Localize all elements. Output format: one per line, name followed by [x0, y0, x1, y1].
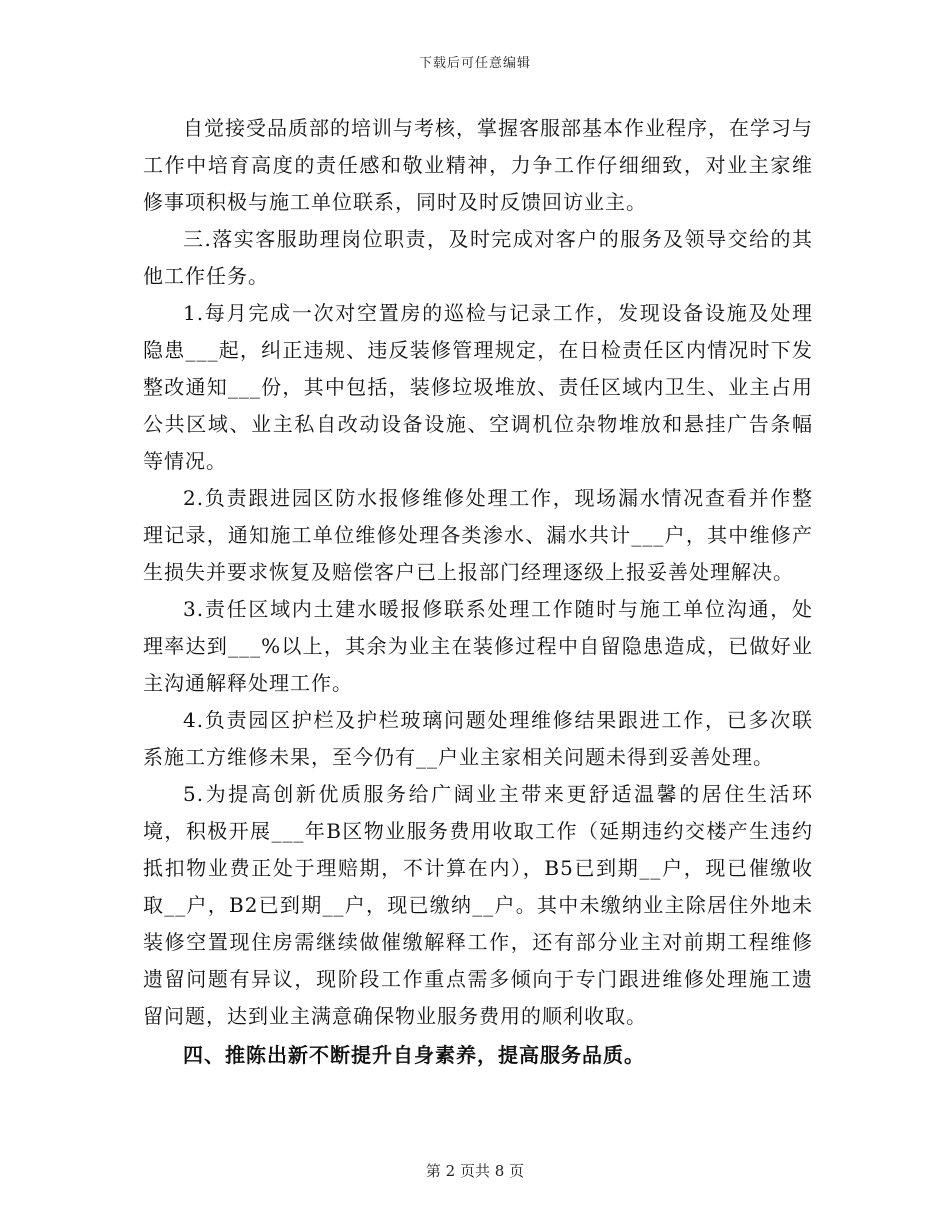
- paragraph-intro: 自觉接受品质部的培训与考核，掌握客服部基本作业程序，在学习与工作中培育高度的责任感和敬业精神，力争工作仔细细致，对业主家维修事项积极与施工单位联系，同时及时反馈回访业主。: [143, 116, 813, 214]
- paragraph-item-1: 1.每月完成一次对空置房的巡检与记录工作，发现设备设施及处理隐患___起，纠正违规、违反装修管理规定，在日检责任区内情况时下发整改通知___份，其中包括，装修垃圾堆放、责任区域内卫生、业主占用公共区域、业主私自改动设备设施、空调机位杂物堆放和悬挂广告条幅等情况。: [143, 301, 813, 473]
- paragraph-item-5: 5.为提高创新优质服务给广阔业主带来更舒适温馨的居住生活环境，积极开展___年B区物业服务费用收取工作（延期违约交楼产生违约抵扣物业费正处于理赔期，不计算在内），B5已到期__户，现已催缴收取__户，B2已到期__户，现已缴纳__户。其中未缴纳业主除居住外地未装修空置现住房需继续做催缴解释工作，还有部分业主对前期工程维修遗留问题有异议，现阶段工作重点需多倾向于专门跟进维修处理施工遗留问题，达到业主满意确保物业服务费用的顺利收取。: [143, 782, 813, 1028]
- page-header: 下载后可任意编辑: [418, 56, 531, 71]
- paragraph-item-3: 3.责任区域内土建水暖报修联系处理工作随时与施工单位沟通，处理率达到___%以上，其余为业主在装修过程中自留隐患造成，已做好业主沟通解释处理工作。: [143, 597, 813, 695]
- section-heading-4: 四、推陈出新不断提升自身素养，提高服务品质。: [183, 1043, 645, 1067]
- paragraph-item-2: 2.负责跟进园区防水报修维修处理工作，现场漏水情况查看并作整理记录，通知施工单位维修处理各类渗水、漏水共计___户，其中维修产生损失并要求恢复及赔偿客户已上报部门经理逐级上报妥善处理解决。: [143, 486, 813, 584]
- document-body: [143, 110, 813, 1074]
- paragraph-section-3: 三.落实客服助理岗位职责，及时完成对客户的服务及领导交给的其他工作任务。: [143, 227, 813, 288]
- paragraph-item-4: 4.负责园区护栏及护栏玻璃问题处理维修结果跟进工作，已多次联系施工方维修未果，至今仍有__户业主家相关问题未得到妥善处理。: [143, 708, 813, 769]
- page-footer: 第 2 页共 8 页: [425, 1162, 525, 1180]
